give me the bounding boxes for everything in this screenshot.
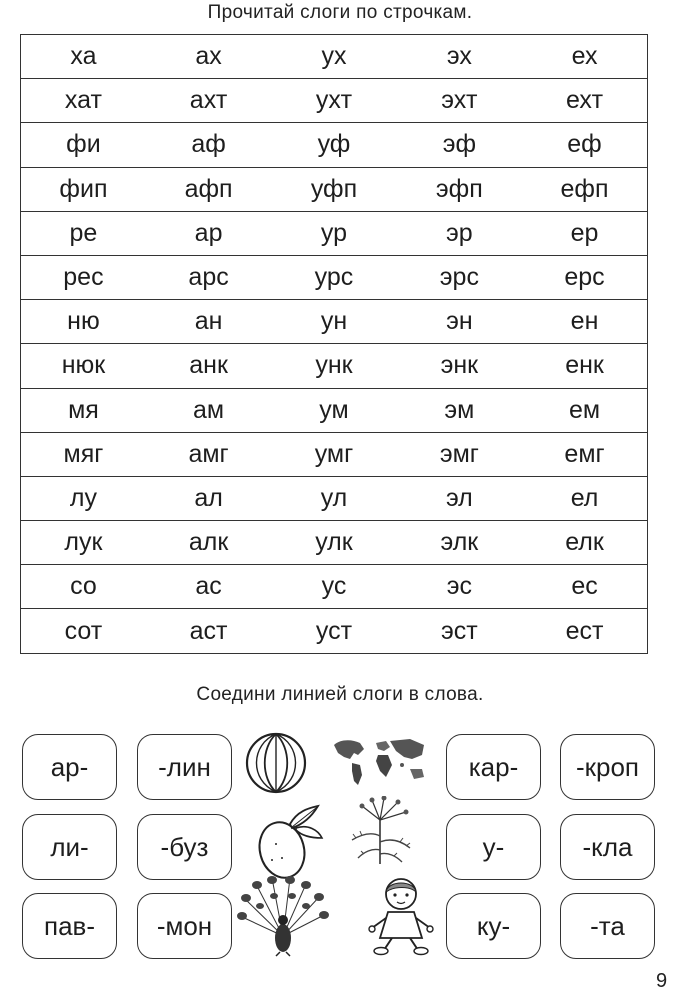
syllable-cell: ус xyxy=(271,565,396,609)
syllable-cell: ам xyxy=(146,388,271,432)
syllable-cell: умг xyxy=(271,432,396,476)
syllable-cell: ер xyxy=(522,211,647,255)
syllable-cell: нюк xyxy=(21,344,146,388)
syllable-cell: ур xyxy=(271,211,396,255)
syllable-cell: ухт xyxy=(271,79,396,123)
syllable-card[interactable]: -лин xyxy=(137,734,232,800)
syllable-card[interactable]: ку- xyxy=(446,893,541,959)
syllable-cell: аст xyxy=(146,609,271,653)
syllable-cell: ех xyxy=(522,35,647,79)
syllable-row xyxy=(21,35,648,79)
syllable-cell: эрс xyxy=(397,255,522,299)
syllable-row xyxy=(21,79,648,123)
syllable-cell: энк xyxy=(397,344,522,388)
syllable-row xyxy=(21,211,648,255)
syllable-cell: фи xyxy=(21,123,146,167)
peacock-icon xyxy=(234,876,332,958)
syllable-row xyxy=(21,123,648,167)
syllable-cell: эл xyxy=(397,476,522,520)
syllable-card[interactable]: ар- xyxy=(22,734,117,800)
instruction-connect: Соедини линией слоги в слова. xyxy=(196,684,484,705)
syllable-cell: ул xyxy=(271,476,396,520)
syllable-cell: емг xyxy=(522,432,647,476)
syllable-cell: эмг xyxy=(397,432,522,476)
syllable-cell: эн xyxy=(397,300,522,344)
syllable-cell: ест xyxy=(522,609,647,653)
syllable-cell: аф xyxy=(146,123,271,167)
syllable-cell: ар xyxy=(146,211,271,255)
syllable-card[interactable]: -буз xyxy=(137,814,232,880)
syllable-row xyxy=(21,609,648,653)
syllable-cell: эхт xyxy=(397,79,522,123)
syllable-cell: афп xyxy=(146,167,271,211)
world-map-icon xyxy=(330,735,430,787)
syllable-cell: хат xyxy=(21,79,146,123)
syllable-cell: эс xyxy=(397,565,522,609)
syllable-cell: елк xyxy=(522,521,647,565)
syllable-card[interactable]: у- xyxy=(446,814,541,880)
syllable-cell: еф xyxy=(522,123,647,167)
syllable-cell: уф xyxy=(271,123,396,167)
dill-icon xyxy=(344,796,418,866)
syllable-cell: ню xyxy=(21,300,146,344)
syllable-cell: рес xyxy=(21,255,146,299)
syllable-row xyxy=(21,432,648,476)
syllable-row xyxy=(21,521,648,565)
syllable-cell: лук xyxy=(21,521,146,565)
syllable-cell: ун xyxy=(271,300,396,344)
syllable-card[interactable]: -мон xyxy=(137,893,232,959)
syllable-cell: ум xyxy=(271,388,396,432)
syllable-row xyxy=(21,388,648,432)
lemon-icon xyxy=(252,800,328,882)
syllable-cell: мя xyxy=(21,388,146,432)
syllable-cell: ел xyxy=(522,476,647,520)
syllable-card[interactable]: ли- xyxy=(22,814,117,880)
syllable-cell: енк xyxy=(522,344,647,388)
syllable-row xyxy=(21,476,648,520)
syllable-cell: алк xyxy=(146,521,271,565)
syllable-card[interactable]: -кроп xyxy=(560,734,655,800)
syllable-cell: со xyxy=(21,565,146,609)
syllable-cell: ен xyxy=(522,300,647,344)
syllable-cell: арс xyxy=(146,255,271,299)
syllable-cell: эр xyxy=(397,211,522,255)
syllable-cell: ал xyxy=(146,476,271,520)
syllable-cell: амг xyxy=(146,432,271,476)
syllable-cell: эф xyxy=(397,123,522,167)
syllable-cell: лу xyxy=(21,476,146,520)
syllable-cell: уст xyxy=(271,609,396,653)
syllable-row xyxy=(21,344,648,388)
syllable-cell: анк xyxy=(146,344,271,388)
syllable-cell: фип xyxy=(21,167,146,211)
doll-icon xyxy=(366,874,436,956)
syllable-cell: ас xyxy=(146,565,271,609)
syllable-cell: ехт xyxy=(522,79,647,123)
syllable-cell: эм xyxy=(397,388,522,432)
syllable-cell: уфп xyxy=(271,167,396,211)
syllable-cell: ес xyxy=(522,565,647,609)
syllable-cell: ан xyxy=(146,300,271,344)
syllable-cell: унк xyxy=(271,344,396,388)
syllable-cell: ем xyxy=(522,388,647,432)
syllable-card[interactable]: кар- xyxy=(446,734,541,800)
syllable-cell: элк xyxy=(397,521,522,565)
syllable-cell: улк xyxy=(271,521,396,565)
syllable-cell: ух xyxy=(271,35,396,79)
syllable-row xyxy=(21,300,648,344)
instruction-read: Прочитай слоги по строчкам. xyxy=(207,2,473,23)
syllable-cell: урс xyxy=(271,255,396,299)
syllable-cell: сот xyxy=(21,609,146,653)
syllable-cell: эх xyxy=(397,35,522,79)
syllable-row xyxy=(21,565,648,609)
page-number: 9 xyxy=(656,970,668,992)
syllable-cell: мяг xyxy=(21,432,146,476)
syllable-cell: эфп xyxy=(397,167,522,211)
syllable-cell: ха xyxy=(21,35,146,79)
syllable-cell: ре xyxy=(21,211,146,255)
syllable-table xyxy=(20,34,648,654)
syllable-card[interactable]: пав- xyxy=(22,893,117,959)
syllable-row xyxy=(21,167,648,211)
syllable-cell: ерс xyxy=(522,255,647,299)
syllable-cell: ах xyxy=(146,35,271,79)
syllable-row xyxy=(21,255,648,299)
syllable-card[interactable]: -кла xyxy=(560,814,655,880)
watermelon-icon xyxy=(243,730,309,796)
syllable-cell: ахт xyxy=(146,79,271,123)
syllable-cell: ефп xyxy=(522,167,647,211)
syllable-card[interactable]: -та xyxy=(560,893,655,959)
syllable-cell: эст xyxy=(397,609,522,653)
